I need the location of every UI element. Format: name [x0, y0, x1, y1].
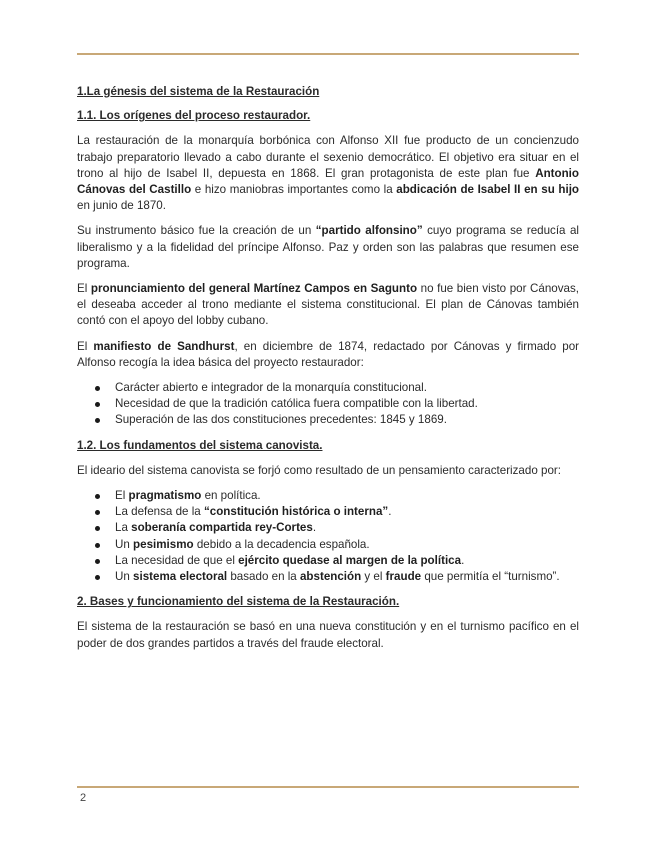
- bold-text: abstención: [299, 570, 362, 584]
- section-heading-2: 2. Bases y funcionamiento del sistema de la Restauración.: [77, 595, 400, 609]
- text-run: El: [77, 282, 91, 296]
- text-run: .: [461, 553, 465, 567]
- section-heading-1: 1.La génesis del sistema de la Restauración: [77, 85, 320, 98]
- paragraph-5: El ideario del sistema canovista se forjó como resultado de un pensamiento caracterizado por:: [77, 463, 561, 477]
- bold-text: ejército quedase al margen de la política: [238, 553, 462, 567]
- text-run: La: [115, 521, 132, 535]
- text-run: que permitía el “turnismo”.: [421, 570, 560, 584]
- paragraph-1: [77, 133, 579, 214]
- bold-text: Antonio Cánovas del Castillo: [77, 166, 579, 197]
- bold-text: pesimismo: [133, 537, 194, 551]
- text-run: La defensa de la: [115, 505, 204, 519]
- list-item: [77, 488, 579, 504]
- page-number: 2: [80, 792, 87, 804]
- subsection-heading-1-2: 1.2. Los fundamentos del sistema canovista.: [77, 438, 323, 452]
- bold-text: “constitución histórica o interna”: [203, 505, 389, 519]
- text-run: Un: [115, 570, 134, 584]
- bold-text: pragmatismo: [128, 489, 202, 503]
- list-item: [77, 520, 579, 536]
- document-body: [77, 84, 579, 661]
- paragraph-4: [77, 339, 579, 371]
- text-run: y el: [361, 570, 386, 584]
- text-run: en junio de 1870.: [77, 199, 166, 213]
- bold-text: sistema electoral: [133, 570, 228, 584]
- subsection-heading-1-1: 1.1. Los orígenes del proceso restaurador.: [77, 109, 311, 123]
- list-item: [77, 569, 579, 585]
- list-item: [77, 553, 579, 569]
- text-run: La necesidad de que el: [115, 553, 239, 567]
- bold-text: fraude: [385, 570, 422, 584]
- list-item: Carácter abierto e integrador de la monarquía constitucional.: [77, 380, 579, 396]
- footer-rule: [77, 786, 579, 788]
- list-item: Superación de las dos constituciones precedentes: 1845 y 1869.: [77, 412, 579, 428]
- text-run: La restauración de la monarquía borbónica con Alfonso XII fue producto de un concienzudo trabajo preparatorio llevado a cabo durante el sexenio democrático. El objetivo era situar en el trono al hijo de Isabel II, depuesta en 1868. El gran protagonista de este plan fue: [77, 134, 579, 180]
- paragraph-6: El sistema de la restauración se basó en una nueva constitución y en el turnismo pacífico en el poder de dos grandes partidos a través del fraude electoral.: [77, 620, 579, 650]
- bullet-list-1: [77, 380, 579, 429]
- text-run: El: [77, 339, 94, 353]
- text-run: no fue bien visto por Cánovas, el deseaba acceder al trono mediante el sistema constitucional. El plan de Cánovas también contó con el apoyo del lobby cubano.: [77, 282, 580, 328]
- text-run: Un: [115, 537, 134, 551]
- text-run: cuyo programa se reducía al liberalismo y a la fidelidad del príncipe Alfonso. Paz y orden son las palabras que resumen ese programa.: [77, 224, 579, 270]
- paragraph-2: [77, 223, 579, 272]
- bold-text: “partido alfonsino”: [315, 224, 423, 238]
- text-run: .: [388, 505, 392, 519]
- bullet-list-2: [77, 488, 579, 585]
- text-run: El: [115, 489, 129, 503]
- list-item: Necesidad de que la tradición católica fuera compatible con la libertad.: [77, 396, 579, 412]
- bold-text: pronunciamiento del general Martínez Campos en Sagunto: [90, 282, 418, 296]
- text-run: e hizo maniobras importantes como la: [191, 183, 397, 197]
- text-run: debido a la decadencia española.: [193, 537, 370, 551]
- bold-text: abdicación de Isabel II en su hijo: [396, 183, 579, 197]
- text-run: , en diciembre de 1874, redactado por Cánovas y firmado por Alfonso recogía la idea básica del proyecto restaurador:: [77, 339, 580, 369]
- text-run: .: [312, 521, 317, 535]
- text-run: en política.: [201, 489, 261, 503]
- list-item: [77, 504, 579, 520]
- paragraph-3: [77, 281, 579, 330]
- bold-text: manifiesto de Sandhurst: [93, 339, 235, 353]
- header-rule: [77, 53, 579, 55]
- list-item: [77, 537, 579, 553]
- text-run: Su instrumento básico fue la creación de un: [77, 224, 316, 238]
- bold-text: soberanía compartida rey-Cortes: [131, 521, 313, 535]
- text-run: basado en la: [227, 570, 300, 584]
